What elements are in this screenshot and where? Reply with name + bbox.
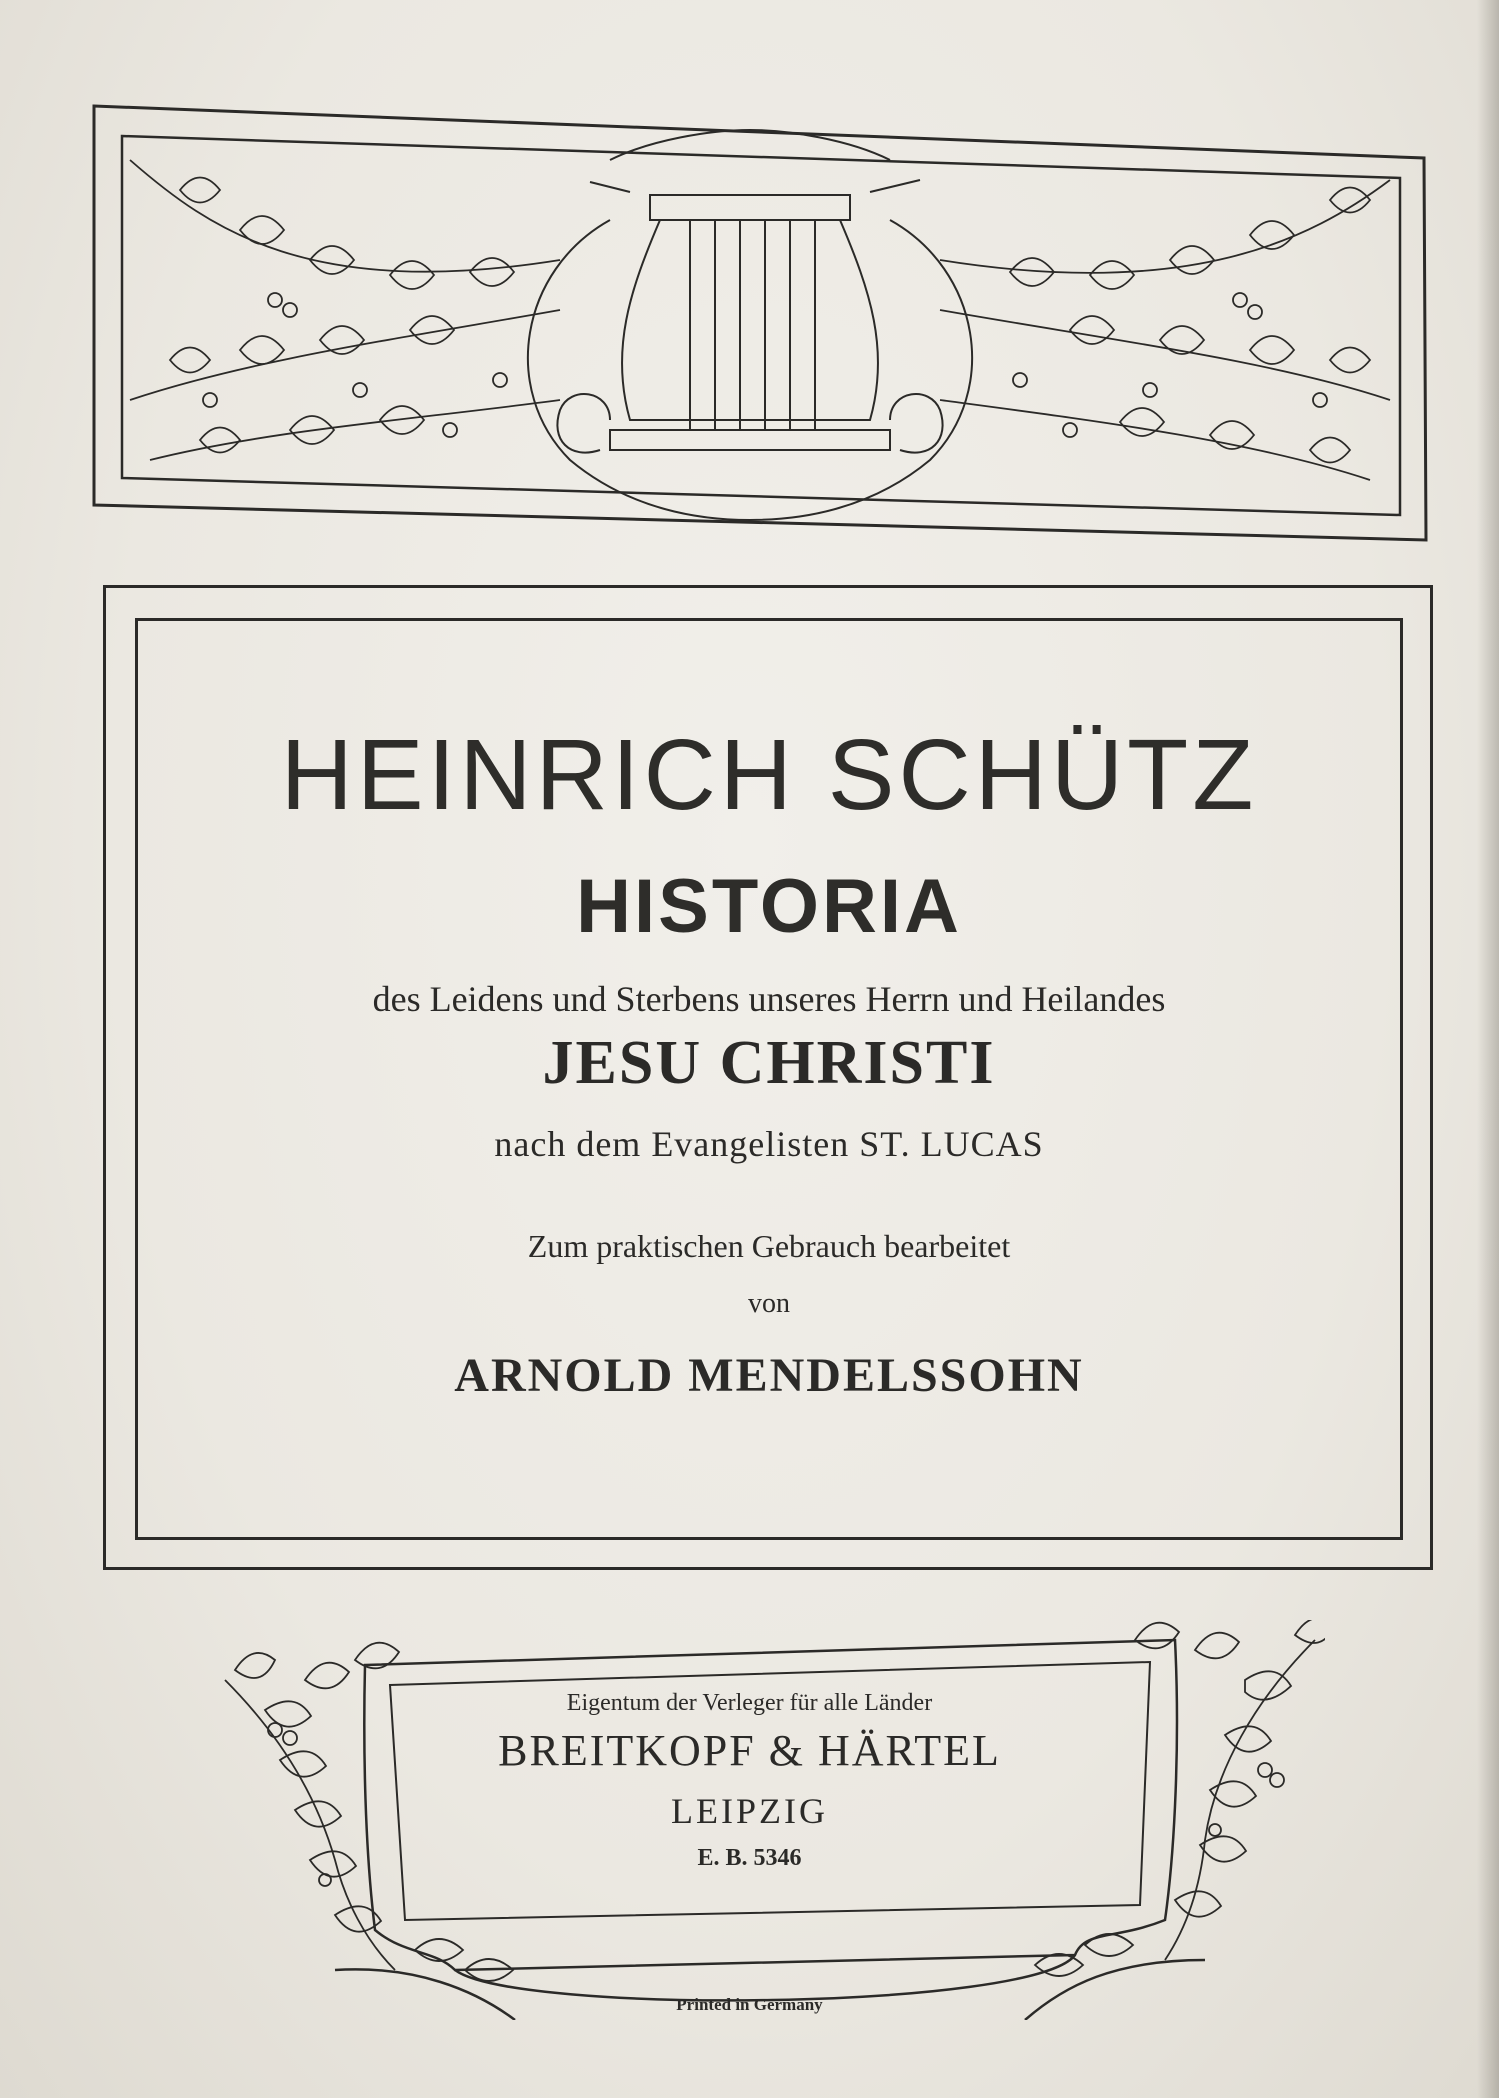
work-subject: JESU CHRISTI — [542, 1029, 996, 1097]
lyre-wreath-ornament — [90, 100, 1430, 545]
publisher-name: BREITKOPF & HÄRTEL — [498, 1726, 1001, 1775]
work-subtitle: des Leidens und Sterbens unseres Herrn und Heilandes — [372, 979, 1166, 1019]
publisher-city: LEIPZIG — [671, 1791, 828, 1831]
work-title: HISTORIA — [576, 864, 962, 949]
arranger-name: ARNOLD MENDELSSOHN — [454, 1349, 1084, 1402]
title-block — [135, 618, 1403, 1540]
byline: von — [748, 1288, 790, 1319]
printed-in-note: Printed in Germany — [676, 1995, 823, 2014]
page-edge-shadow — [1477, 0, 1499, 2098]
rights-notice: Eigentum der Verleger für alle Länder — [566, 1690, 933, 1716]
composer-name: HEINRICH SCHÜTZ — [280, 719, 1258, 831]
gospel-attribution: nach dem Evangelisten ST. LUCAS — [494, 1124, 1044, 1164]
arrangement-note: Zum praktischen Gebrauch bearbeitet — [527, 1228, 1011, 1264]
plate-number: E. B. 5346 — [697, 1845, 802, 1871]
